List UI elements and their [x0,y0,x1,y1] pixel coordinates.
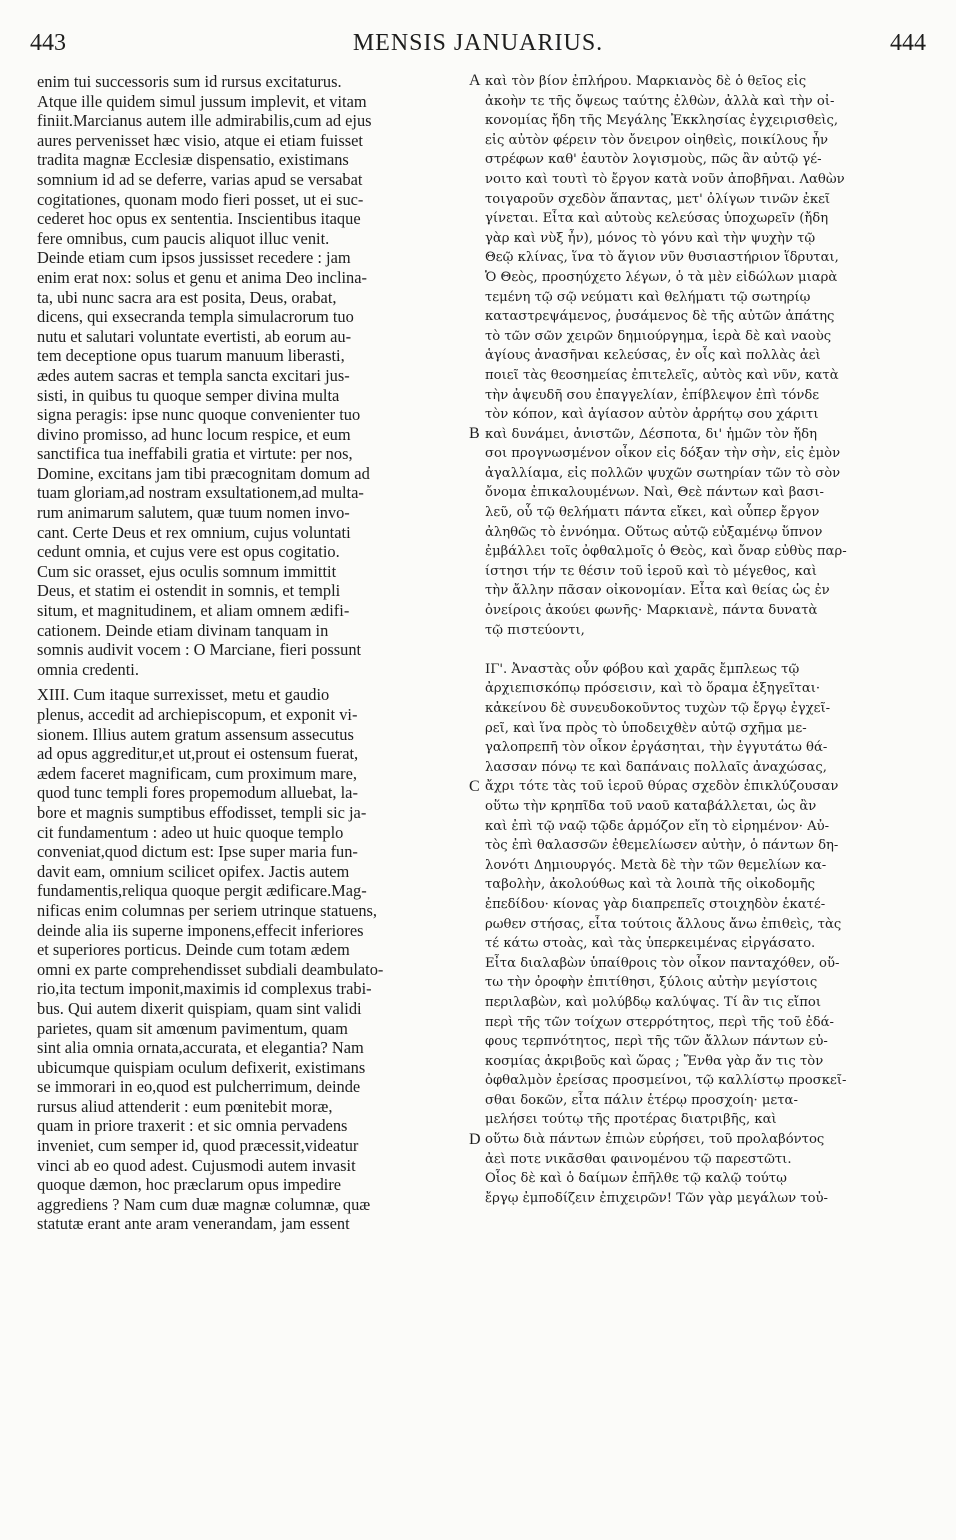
right-page-number: 444 [890,30,926,56]
text-line: parietes, quam sit amœnum pavimentum, quam [37,1018,348,1038]
text-line: ίστησι τήν τε θέσιν τοῦ ἱεροῦ καὶ τὸ μέγεθος, καὶ [485,563,817,579]
text-line: Εἶτα διαλαβὼν ὑπαίθροις τὸν οἶκον πανταχόθεν, οὕ- [485,955,840,971]
margin-mark-d: D [469,1131,481,1148]
text-line: ἀγαλλίαμα, εἰς πολλῶν ψυχῶν σωτηρίαν τῶν τὸ σὸν [485,465,841,481]
text-line: οὕτω τὴν κρηπῖδα τοῦ ναοῦ καταβάλλεται, ὡς ἂν [485,798,817,814]
text-line: se immorari in eo,quod est pulcherrimum, deinde [37,1077,361,1097]
latin-column [37,72,469,1234]
text-line: plenus, accedit ad archiepiscopum, et exponit vi- [37,705,358,724]
text-line: somnis audivit vocem : O Marciane, fieri possunt [37,640,362,660]
text-line: ἐμβάλλει τοῖς ὀφθαλμοῖς ὁ Θεὸς, καὶ ὄναρ εὐθὺς παρ- [485,544,847,560]
text-line: conveniat,quod dictum est: Ipse super maria fun- [37,842,358,862]
text-line: Domine, excitans jam tibi præcognitam domum ad [37,463,370,483]
text-line: XIII. Cum itaque surrexisset, metu et gaudio [37,685,330,705]
text-line: nificas enim columnas per seriem utrinque statuens, [37,900,378,920]
text-line: στρέφων καθ' ἑαυτὸν λογισμοὺς, πῶς ἂν αὐτῷ γέ- [485,152,822,168]
text-line: τὸ τῶν σῶν χειρῶν δημιούργημα, ἱερὰ δὲ καὶ ναοὺς [485,328,832,344]
text-line: divino promisso, ad hunc locum respice, et eum [37,424,351,444]
text-line: ἐπεδίδου· κίονας γὰρ διαπρεπεῖς στοιχηδὸν ἑκατέ- [485,896,826,912]
text-line: tem deceptione opus tuarum manuum liberasti, [37,346,345,366]
text-line: Atque ille quidem simul jussum implevit, et vitam [37,91,367,111]
text-line: rursus aliud attenderit : eum pœnitebit moræ, [37,1096,333,1116]
text-line: cant. Certe Deus et rex omnium, cujus voluntati [37,522,351,542]
text-line: ΙΓ'. Ἀναστὰς οὖν φόβου καὶ χαρᾶς ἔμπλεως τῷ [485,661,800,677]
text-line: ἀρχιεπισκόπῳ πρόσεισιν, καὶ τὸ ὅραμα ἐξηγεῖται· [485,681,821,697]
text-line: σοι προγνωσμένον οἶκον εἰς δόξαν τὴν σὴν, εἰς ἐμὸν [485,446,841,462]
text-line: καταστρεψάμενος, ῥυσάμενος δὲ τῆς αὐτῶν ἀπάτης [485,309,835,325]
text-line: bore et magnis sumptibus effodisset, templi sic ja- [37,802,367,822]
text-line: fundamentis,reliqua quoque pergit ædificare.Mag- [37,881,367,901]
text-line: cedunt omnia, et cujus vere est opus cogitatio. [37,542,340,562]
text-line: ta, ubi nunc sacra ara est posita, Deus, orabat, [37,287,337,307]
text-line: ἔργῳ ἐμποδίζειν ἐπιχειρῶν! Τῶν γὰρ μεγάλων τοὐ- [485,1190,829,1206]
text-line: λεῦ, οὗ τῷ θελήματι πάντα εἴκει, καὶ οὗπερ ἔργον [485,505,820,521]
text-line: ταβολὴν, ἀκολούθως καὶ τὰ λοιπὰ τῆς οἰκοδομῆς [485,877,816,893]
text-line: περὶ τῆς τῶν τοίχων στερρότητος, περὶ τῆς τοῦ ἐδά- [485,1014,834,1030]
text-line: tradita magnæ Ecclesiæ dispensatio, existimans [37,150,349,170]
text-line: vinci ab eo quod adest. Cujusmodi autem invasit [37,1155,356,1175]
text-line: cationem. Deinde etiam divinam tanquam in [37,620,329,640]
text-line: fere omnibus, cum paucis aliquot illuc venit. [37,228,330,248]
text-line: Οἷος δὲ καὶ ὁ δαίμων ἐπῆλθε τῷ καλῷ τούτῳ [485,1171,787,1187]
text-line: τὴν ἀψευδῆ σου ἐπαγγελίαν, ἐπίβλεψον ἐπὶ τόνδε [485,387,820,403]
margin-mark-c: C [469,778,480,795]
text-line: κἀκείνου δὲ συνευδοκοῦντος τυχὼν τῷ ἔργῳ ἐγχεῖ- [485,701,831,716]
text-line: enim erat nox: solus et genu et anima Deo inclina- [37,267,367,287]
text-line: enim tui successoris sum id rursus excitaturus. [37,72,342,91]
greek-column [485,72,926,1208]
text-line: τὸς ἐπὶ θαλασσῶν ἐθεμελίωσεν αὐτὴν, ὁ πάντων δη- [485,838,839,854]
text-line: ὀφθαλμὸν ἐρείσας προσμείνοι, τῷ καλλίστῳ προσκεῖ- [485,1073,847,1089]
text-line: ubicumque quispiam oculum defixerit, existimans [37,1057,366,1077]
text-line: Cum sic orasset, ejus oculis somnum immittit [37,561,337,581]
text-line: et superiores porticus. Deinde cum totam ædem [37,940,350,960]
left-page-number: 443 [30,30,66,56]
text-line: finiit.Marcianus autem ille admirabilis,cum ad ejus [37,111,372,131]
text-line: φους τερπνότητος, περὶ τῆς τῶν ἄλλων πάντων εὐ- [485,1034,828,1050]
text-line: λονότι Δημιουργός. Μετὰ δὲ τὴν τῶν θεμελίων κα- [485,857,827,873]
text-line: τοιγαροῦν σχεδὸν ἅπαντας, μετ' ὀλίγων τινῶν ἐκεῖ [485,191,831,207]
text-line: bus. Qui autem dixerit quispiam, quam sint validi [37,998,362,1018]
text-line: νοιτο καὶ τουτὶ τὸ ἔργον κατὰ νοῦν ἀποβῆναι. Λαθὼν [485,171,845,187]
text-line: omnia credenti. [37,659,139,679]
text-line: περιλαβὼν, καὶ μολύβδῳ καλύψας. Τί ἂν τις εἴποι [485,994,822,1010]
text-line: ἀκοὴν τε τῆς ὄψεως ταύτης ἐλθὼν, ἀλλὰ καὶ τὴν οἰ- [485,93,835,109]
text-line: situm, et magnitudinem, et aliam omnem ædifi- [37,601,350,621]
text-line: ρωθεν στήσας, εἶτα τούτοις ἄλλους ἄνω ἐπιθεὶς, τὰς [485,916,842,932]
text-line: τὴν ἄλλην πᾶσαν οἰκονομίαν. Εἶτα καὶ θείας ὡς ἐν [485,583,830,599]
text-line: τὸν κόπον, καὶ ἁγίασον αὐτὸν ἀρρήτῳ σου χάριτι [485,407,819,423]
text-line: οὕτω διὰ πάντων ἐπιὼν εὑρήσει, τοῦ προλαβόντος [485,1132,825,1148]
page-header [30,30,926,66]
text-line: statutæ erant ante aram venerandam, jam essent [37,1214,350,1234]
text-line: γίνεται. Εἶτα καὶ αὐτοὺς κελεύσας ὑποχωρεῖν (ἤδη [485,211,829,227]
text-line: καὶ τὸν βίον ἐπλήρου. Μαρκιανὸς δὲ ὁ θεῖος εἰς [485,74,807,89]
text-line: ὀνείροις ἀκούει φωνῆς· Μαρκιανὲ, πάντα δυνατὰ [485,603,818,619]
text-line: καὶ ἐπὶ τῷ ναῷ τῷδε ἁρμόζον εἴη τὸ εἰρημένον· Αὐ- [485,818,830,834]
text-line: davit eam, omnium scilicet opifex. Jactis autem [37,861,350,881]
text-line: aures pervenisset hæc visio, atque ei etiam fuisset [37,130,363,150]
text-line: γαλοπρεπῆ τὸν οἶκον ἐργάσηται, τὴν ἐγγυτάτω θά- [485,740,828,756]
text-line: τῷ πιστεύοντι, [485,622,585,638]
text-line: ædes autem sacras et templa sancta excitari jus- [37,365,350,385]
text-line: ὄνομα ἐπικαλουμένων. Ναὶ, Θεὲ πάντων καὶ βασι- [485,485,824,501]
text-line: καὶ δυνάμει, ἀνιστῶν, Δέσποτα, δι' ἡμῶν τὸν ἤδη [485,426,817,442]
text-line: inveniet, cum semper id, quod præcessit,videatur [37,1136,359,1156]
text-line: κοσμίας ἀκριβοῦς καὶ ὥρας ; Ἔνθα γὰρ ἄν τις τὸν [485,1053,824,1069]
text-line: sanctifica tua ineffabili gratia et virtute: per nos, [37,444,353,464]
text-line: cederet hoc opus ex sententia. Inscientibus itaque [37,209,361,229]
text-line: quoque dæmon, hoc præclarum opus impedire [37,1175,342,1195]
text-line: ἀεὶ ποτε νικᾶσθαι φαινομένου τῷ παρεστῶτι. [485,1151,792,1167]
text-line: omni ex parte comprehendisset subdiali deambulato- [37,959,384,979]
text-line: somnium id ad se deferre, varias apud se versabat [37,169,363,189]
text-line: μελήσει τούτῳ τῆς προτέρας διατριβῆς, καὶ [485,1112,777,1128]
text-line: κονομίας ἤδη τῆς Μεγάλης Ἐκκλησίας ἐγχειρισθεὶς, [485,113,839,129]
text-line: cit fundamentum : adeo ut huic quoque templo [37,822,344,842]
text-line: sisti, in quibus tu quoque semper divina multa [37,385,340,405]
text-line: λασσαν πόνῳ τε καὶ δαπάναις πολλαῖς ἀναχώσας, [485,759,827,775]
text-line: ἁγίους ἀνασῆναι κελεύσας, ἐν οἷς καὶ πολλὰς ἀεὶ [485,348,821,364]
text-line: Θεῷ κλίνας, ἵνα τὸ ἅγιον νῦν θυσιαστήριον ἵδρυται, [485,250,839,266]
margin-mark-b: B [469,425,480,442]
text-line: τέ κάτω στοὰς, καὶ τὰς ὑπερκειμένας εἰργάσατο. [485,936,816,952]
text-line: Deus, et statim ei ostendit in somnis, et templi [37,581,341,601]
text-line: rio,ita tectum imponit,maximis id complexus trabi- [37,979,372,999]
text-line: Ὁ Θεὸς, προσηύχετο λέγων, ὁ τὰ μὲν εἰδώλων μιαρὰ [485,269,838,285]
text-line: sionem. Illius autem gratum assensum assecutus [37,724,354,744]
text-line: Deinde etiam cum ipsos jussisset recedere : jam [37,248,351,268]
text-line: sint alia omnia ornata,accurata, et elegantia? Nam [37,1038,364,1058]
text-line: τεμένη τῷ σῷ νεύματι καὶ θελήματι τῷ σωτηρίῳ [485,289,811,305]
text-line: γὰρ καὶ νὺξ ἦν), μόνος τὸ γόνυ καὶ τὴν ψυχὴν τῷ [485,230,816,246]
margin-mark-a: A [469,72,481,89]
text-line: τω τὴν ὀροφὴν ἐπιτίθησι, ξύλοις αὐτὴν μεγίστοις [485,975,818,991]
text-line: εἰς αὐτὸν φέρειν τὸν ὄνειρον οἰηθεὶς, ποικίλους ἦν [485,132,829,148]
text-line: quam in priore traxerit : et sic omnia pervadens [37,1116,348,1136]
text-line: rum animarum salutem, quæ tuum nomen invo- [37,503,350,523]
text-line: dicens, qui exsecranda templa simulacrorum tuo [37,307,354,327]
text-line: aggrediens ? Nam cum duæ magnæ columnæ, quæ [37,1194,371,1214]
text-line: nutu et salutari voluntate evertisti, ab eorum au- [37,326,352,346]
text-line: tuam gloriam,ad nostram exsultationem,ad multa- [37,483,364,503]
text-line: deinde alia iis superne imponens,effecit inferiores [37,920,364,940]
text-line: σθαι δοκῶν, εἶτα πάλιν ἑτέρῳ προσχοίη· μετα- [485,1092,798,1108]
text-line: signa peragis: ipse nunc quoque convenienter tuo [37,405,361,425]
text-line: ad opus aggreditur,et ut,prout ei ostensum fuerat, [37,744,359,764]
text-line: quod tunc templi fores propemodum alluebat, la- [37,783,358,803]
text-line: cogitationes, quonam modo fieri posset, ut ei suc- [37,189,364,209]
text-line: ποιεῖ τὰς θεοσημείας ἐπιτελεῖς, αὐτὸς καὶ νῦν, κατὰ [485,367,839,383]
text-line: ρεῖ, καὶ ἵνα πρὸς τὸ ὑποδειχθὲν αὐτῷ σχῆμα με- [485,720,807,736]
running-title: MENSIS JANUARIUS. [352,30,604,56]
text-line: ἀληθῶς τὸ ἐννόημα. Οὕτως αὐτῷ εὐξαμένῳ ὕπνον [485,524,823,540]
text-line: ædem faceret magnificam, cum proximum mare, [37,763,357,783]
text-line: ἄχρι τότε τὰς τοῦ ἱεροῦ θύρας σχεδὸν ἐπικλύζουσαν [485,779,839,795]
